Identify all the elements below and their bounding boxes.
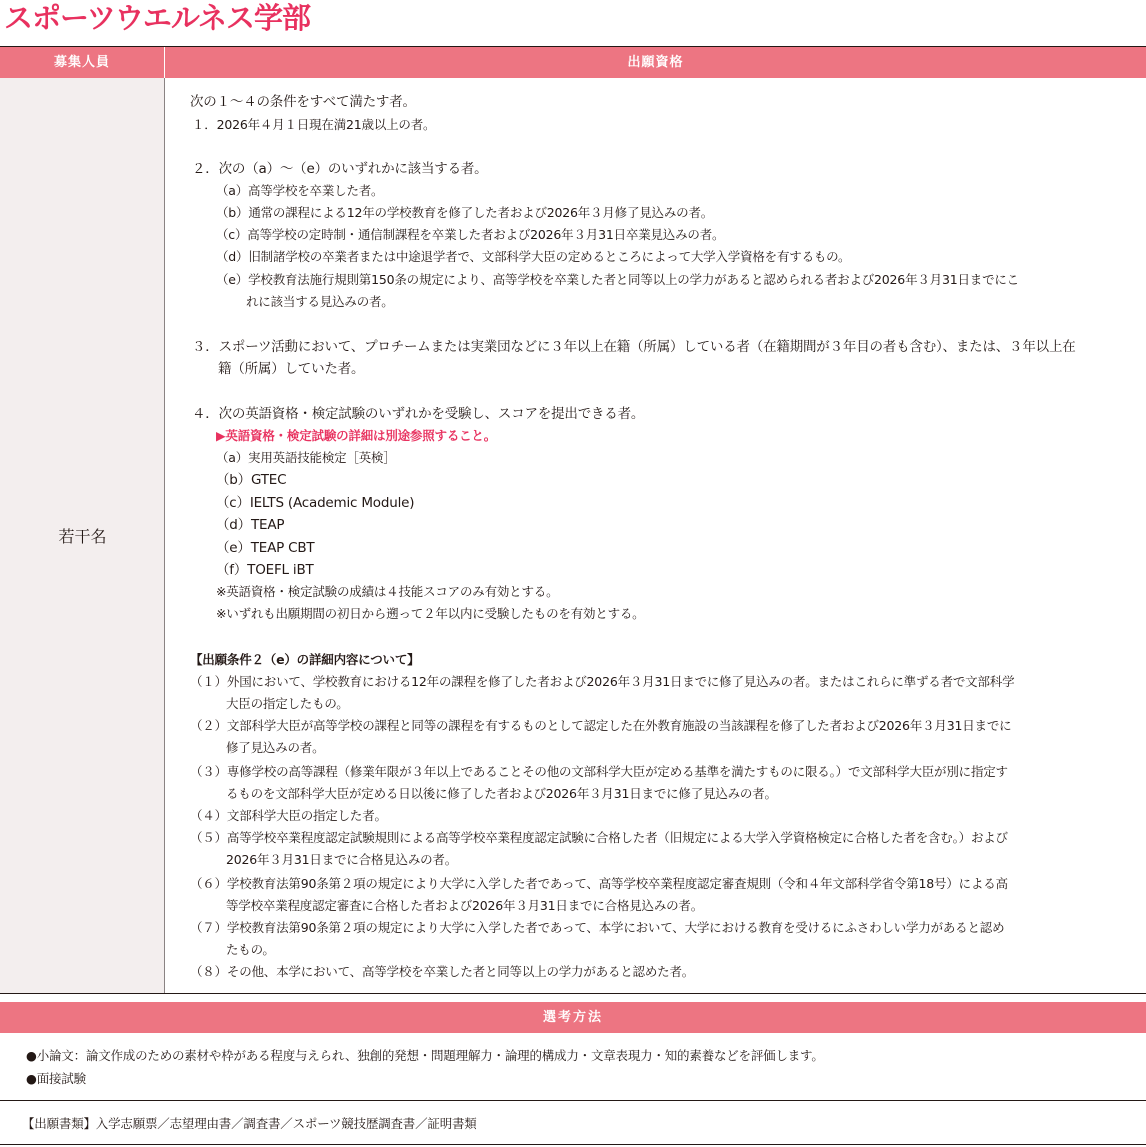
english-test-note: ▶英語資格・検定試験の詳細は別途参照すること。 <box>216 428 497 443</box>
selection-essay: ●小論文：論文作成のための素材や枠がある程度与えられ、独創的発想・問題理解力・論理的構成力・文章表現力・知的素養などを評価します。 <box>26 1048 824 1063</box>
detail-6-cont: 等学校卒業程度認定審査に合格した者および2026年３月31日までに合格見込みの者。 <box>226 898 704 913</box>
header-recruit: 募集人員 <box>0 47 165 78</box>
english-test-a: （a）実用英語技能検定［英検］ <box>216 450 396 465</box>
bottom-rule <box>0 1144 1146 1145</box>
detail-6: （６）学校教育法第90条第２項の規定により大学に入学した者であって、高等学校卒業程度認定審査規則（令和４年文部科学省令第18号）による高 <box>190 876 1008 891</box>
detail-heading: 【出願条件２（e）の詳細内容について】 <box>190 652 420 667</box>
detail-2-cont: 修了見込みの者。 <box>226 740 325 755</box>
selection-divider <box>0 1100 1146 1101</box>
condition-2-d: （d）旧制諸学校の卒業者または中途退学者で、文部科学大臣の定めるところによって大学入学資格を有するもの。 <box>216 249 851 264</box>
english-test-d: （d）TEAP <box>216 517 285 533</box>
condition-2: ２．次の（a）～（e）のいずれかに該当する者。 <box>192 161 488 177</box>
detail-7: （７）学校教育法第90条第２項の規定により大学に入学した者であって、本学において、大学における教育を受けるにふさわしい学力があると認め <box>190 920 1005 935</box>
english-test-remark-2: ※いずれも出願期間の初日から遡って２年以内に受験したものを有効とする。 <box>216 606 645 621</box>
detail-1: （１）外国において、学校教育における12年の課程を修了した者および2026年３月31日までに修了見込みの者。またはこれらに準ずる者で文部科学 <box>190 674 1015 689</box>
condition-2-b: （b）通常の課程による12年の学校教育を修了した者および2026年３月修了見込みの者。 <box>216 205 714 220</box>
english-test-f: （f）TOEFL iBT <box>216 562 314 578</box>
header-qualification: 出願資格 <box>165 47 1146 78</box>
detail-4: （４）文部科学大臣の指定した者。 <box>190 808 387 823</box>
detail-3-cont: るものを文部科学大臣が定める日以後に修了した者および2026年３月31日までに修了見込みの者。 <box>226 786 777 801</box>
detail-1-cont: 大臣の指定したもの。 <box>226 696 349 711</box>
detail-5: （５）高等学校卒業程度認定試験規則による高等学校卒業程度認定試験に合格した者（旧規定による大学入学資格検定に合格した者を含む。）および <box>190 830 1008 845</box>
detail-7-cont: たもの。 <box>226 942 275 957</box>
condition-2-a: （a）高等学校を卒業した者。 <box>216 183 384 198</box>
application-documents: 【出願書類】入学志願票／志望理由書／調査書／スポーツ競技歴調査書／証明書類 <box>22 1116 477 1131</box>
condition-3: ３．スポーツ活動において、プロチームまたは実業団などに３年以上在籍（所属）している者（在籍期間が３年目の者も含む）、または、３年以上在 <box>192 339 1076 355</box>
condition-1: １．2026年４月１日現在満21歳以上の者。 <box>192 117 436 132</box>
english-test-remark-1: ※英語資格・検定試験の成績は４技能スコアのみ有効とする。 <box>216 584 559 599</box>
condition-2-e-cont: れに該当する見込みの者。 <box>246 294 394 309</box>
page-title: スポーツウエルネス学部 <box>4 1 310 35</box>
condition-3-cont: 籍（所属）していた者。 <box>218 361 365 377</box>
selection-interview: ●面接試験 <box>26 1071 86 1086</box>
detail-5-cont: 2026年３月31日までに合格見込みの者。 <box>226 852 458 867</box>
condition-2-e: （e）学校教育法施行規則第150条の規定により、高等学校を卒業した者と同等以上の学力があると認められる者および2026年３月31日までにこ <box>216 272 1019 287</box>
qualification-intro: 次の１～４の条件をすべて満たす者。 <box>190 94 416 110</box>
english-test-c: （c）IELTS (Academic Module) <box>216 495 415 511</box>
english-test-b: （b）GTEC <box>216 472 287 488</box>
detail-3: （３）専修学校の高等課程（修業年限が３年以上であることその他の文部科学大臣が定める基準を満たすものに限る。）で文部科学大臣が別に指定す <box>190 764 1008 779</box>
condition-2-c: （c）高等学校の定時制・通信制課程を卒業した者および2026年３月31日卒業見込みの者。 <box>216 227 725 242</box>
table-bottom-rule <box>0 993 1146 994</box>
detail-2: （２）文部科学大臣が高等学校の課程と同等の課程を有するものとして認定した在外教育施設の当該課程を修了した者および2026年３月31日までに <box>190 718 1012 733</box>
condition-4: ４．次の英語資格・検定試験のいずれかを受験し、スコアを提出できる者。 <box>192 406 645 422</box>
english-test-e: （e）TEAP CBT <box>216 540 315 556</box>
selection-header: 選考方法 <box>0 1002 1146 1033</box>
recruit-count: 若干名 <box>58 527 107 546</box>
detail-8: （８）その他、本学において、高等学校を卒業した者と同等以上の学力があると認めた者。 <box>190 964 695 979</box>
